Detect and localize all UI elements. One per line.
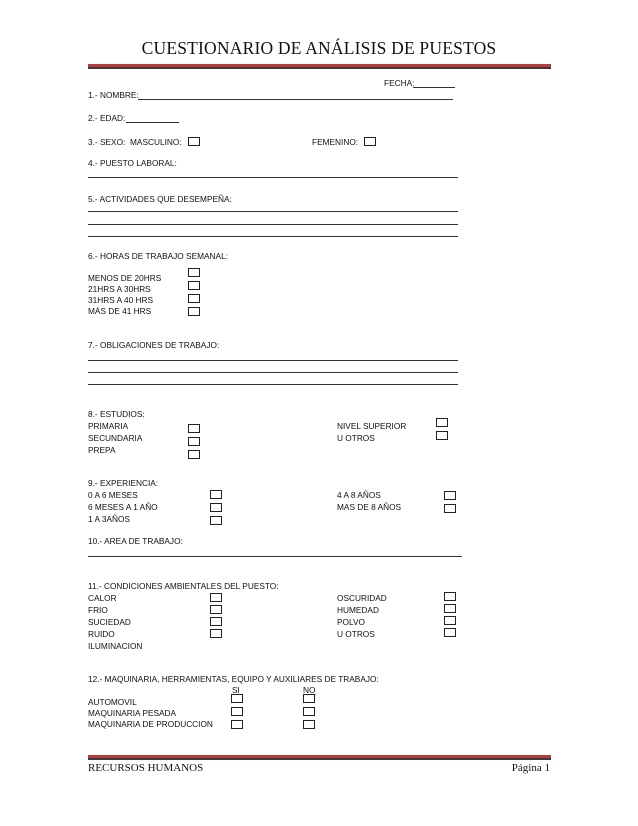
q8-option: U OTROS	[337, 433, 375, 443]
q12-label: 12.- MAQUINARIA, HERRAMIENTAS, EQUIPO Y AUXILIARES DE TRABAJO:	[88, 674, 379, 684]
actividades-line-3[interactable]	[88, 236, 458, 237]
q6-checkbox-4[interactable]	[188, 307, 200, 316]
footer-page-number: Página 1	[511, 762, 550, 774]
q6-option: 21HRS A 30HRS	[88, 284, 151, 294]
q8-checkbox-primaria[interactable]	[188, 424, 200, 433]
q8-option: NIVEL SUPERIOR	[337, 421, 407, 431]
q3-female-label: FEMENINO:	[312, 137, 359, 147]
q8-checkbox-prepa[interactable]	[188, 450, 200, 459]
q2-label: 2.- EDAD:	[88, 113, 126, 123]
q6-label: 6.- HORAS DE TRABAJO SEMANAL:	[88, 251, 229, 261]
q11-option: POLVO	[337, 617, 365, 627]
q11-checkbox-suciedad[interactable]	[210, 617, 222, 626]
q6-checkbox-1[interactable]	[188, 268, 200, 277]
q3-label: 3.- SEXO:	[88, 137, 126, 147]
q12-item: AUTOMOVIL	[88, 697, 137, 707]
q9-label: 9.- EXPERIENCIA:	[88, 478, 159, 488]
actividades-line-2[interactable]	[88, 224, 458, 225]
q9-option: 6 MESES A 1 AÑO	[88, 502, 158, 512]
q12-no-checkbox-2[interactable]	[303, 707, 315, 716]
edad-field[interactable]	[126, 122, 179, 123]
footer-department: RECURSOS HUMANOS	[88, 762, 204, 774]
area-field[interactable]	[88, 556, 462, 557]
q7-label: 7.- OBLIGACIONES DE TRABAJO:	[88, 340, 220, 350]
q11-option: OSCURIDAD	[337, 593, 387, 603]
q11-option: CALOR	[88, 593, 117, 603]
q3-male-label: MASCULINO:	[130, 137, 182, 147]
q11-option: FRIO	[88, 605, 108, 615]
page-title: CUESTIONARIO DE ANÁLISIS DE PUESTOS	[141, 38, 497, 58]
q9-checkbox-3[interactable]	[210, 516, 222, 525]
q11-checkbox-oscuridad[interactable]	[444, 592, 456, 601]
q11-option: HUMEDAD	[337, 605, 379, 615]
q6-option: MENOS DE 20HRS	[88, 273, 162, 283]
q10-label: 10.- AREA DE TRABAJO:	[88, 536, 183, 546]
q4-label: 4.- PUESTO LABORAL:	[88, 158, 177, 168]
header-rule-dark	[88, 67, 551, 69]
q11-option: RUIDO	[88, 629, 115, 639]
q12-yes-checkbox-3[interactable]	[231, 720, 243, 729]
q6-checkbox-3[interactable]	[188, 294, 200, 303]
q6-option: MÁS DE 41 HRS	[88, 306, 152, 316]
fecha-field[interactable]	[413, 87, 455, 88]
q12-yes-checkbox-2[interactable]	[231, 707, 243, 716]
obligaciones-line-3[interactable]	[88, 384, 458, 385]
q11-option: ILUMINACION	[88, 641, 143, 651]
masculino-checkbox[interactable]	[188, 137, 200, 146]
q11-checkbox-frio[interactable]	[210, 605, 222, 614]
obligaciones-line-1[interactable]	[88, 360, 458, 361]
q11-checkbox-calor[interactable]	[210, 593, 222, 602]
q8-label: 8.- ESTUDIOS:	[88, 409, 145, 419]
actividades-line-1[interactable]	[88, 211, 458, 212]
q12-item: MAQUINARIA PESADA	[88, 708, 177, 718]
obligaciones-line-2[interactable]	[88, 372, 458, 373]
q12-no-header: NO	[303, 685, 316, 695]
q8-option: PRIMARIA	[88, 421, 129, 431]
q9-option: 4 A 8 AÑOS	[337, 490, 381, 500]
q8-option: SECUNDARIA	[88, 433, 143, 443]
q11-checkbox-ruido[interactable]	[210, 629, 222, 638]
q9-option: 0 A 6 MESES	[88, 490, 138, 500]
q8-option: PREPA	[88, 445, 116, 455]
q9-checkbox-5[interactable]	[444, 504, 456, 513]
footer-rule-dark	[88, 758, 551, 760]
q11-checkbox-humedad[interactable]	[444, 604, 456, 613]
q11-checkbox-otros[interactable]	[444, 628, 456, 637]
q11-checkbox-polvo[interactable]	[444, 616, 456, 625]
q9-option: 1 A 3AÑOS	[88, 514, 130, 524]
q6-checkbox-2[interactable]	[188, 281, 200, 290]
q6-option: 31HRS A 40 HRS	[88, 295, 154, 305]
q8-checkbox-superior[interactable]	[436, 418, 448, 427]
q12-no-checkbox-3[interactable]	[303, 720, 315, 729]
nombre-field[interactable]	[138, 99, 453, 100]
q1-label: 1.- NOMBRE:	[88, 90, 139, 100]
q12-yes-header: SI	[232, 685, 240, 695]
q11-option: U OTROS	[337, 629, 375, 639]
q12-no-checkbox-1[interactable]	[303, 694, 315, 703]
q9-checkbox-1[interactable]	[210, 490, 222, 499]
fecha-label: FECHA:	[384, 78, 415, 88]
q11-label: 11.- CONDICIONES AMBIENTALES DEL PUESTO:	[88, 581, 279, 591]
q8-checkbox-otros[interactable]	[436, 431, 448, 440]
q9-checkbox-2[interactable]	[210, 503, 222, 512]
q12-yes-checkbox-1[interactable]	[231, 694, 243, 703]
q9-checkbox-4[interactable]	[444, 491, 456, 500]
puesto-field[interactable]	[88, 177, 458, 178]
femenino-checkbox[interactable]	[364, 137, 376, 146]
q5-label: 5.- ACTIVIDADES QUE DESEMPEÑA:	[88, 194, 232, 204]
q9-option: MAS DE 8 AÑOS	[337, 502, 402, 512]
q8-checkbox-secundaria[interactable]	[188, 437, 200, 446]
q12-item: MAQUINARIA DE PRODUCCION	[88, 719, 213, 729]
q11-option: SUCIEDAD	[88, 617, 131, 627]
